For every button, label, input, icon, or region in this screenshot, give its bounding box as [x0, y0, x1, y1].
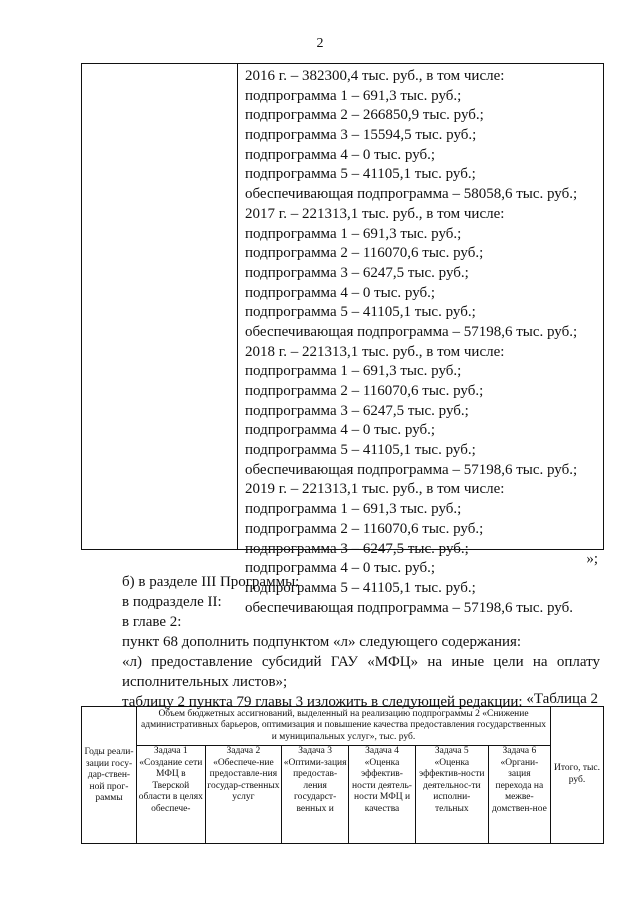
task-5-header: Задача 5 «Оценка эффектив-ности деятельнос-ти исполни-тельных: [415, 746, 488, 844]
paragraph-table-2: таблицу 2 пункта 79 главы 3 изложить в следующей редакции:: [122, 694, 523, 710]
total-header: Итого, тыс. руб.: [551, 707, 604, 844]
table-caption: «Таблица 2: [526, 691, 598, 707]
task-1-header: Задача 1 «Создание сети МФЦ в Тверской области в целях обеспече-: [137, 746, 206, 844]
funding-line: подпрограмма 5 – 41105,1 тыс. руб.;: [245, 579, 476, 596]
funding-line: 2019 г. – 221313,1 тыс. руб., в том числе:: [245, 481, 505, 498]
budget-header: Объем бюджетных ассигнований, выделенный на реализацию подпрограммы 2 «Снижение административных барьеров, оптимизация и повышение качества предоставления государственных и муниципальных услуг», тыс. руб.: [137, 707, 551, 746]
funding-line: подпрограмма 4 – 0 тыс. руб.;: [245, 560, 436, 577]
funding-line: подпрограмма 1 – 691,3 тыс. руб.;: [245, 87, 462, 104]
task-3-header: Задача 3 «Оптими-зация предостав-ления государст-венных и: [282, 746, 349, 844]
funding-line: подпрограмма 4 – 0 тыс. руб.;: [245, 284, 436, 301]
task-6-header: Задача 6 «Органи-зация перехода на межве-домствен-ное: [488, 746, 550, 844]
funding-line: обеспечивающая подпрограмма – 58058,6 тыс. руб.;: [245, 186, 578, 203]
paragraph-section-iii: б) в разделе III Программы:: [122, 574, 300, 590]
column-divider: [237, 64, 238, 549]
funding-line: подпрограмма 5 – 41105,1 тыс. руб.;: [245, 304, 476, 321]
years-header: Годы реали-зации госу-дар-ствен-ной прог-раммы: [82, 707, 137, 844]
funding-line: подпрограмма 3 – 6247,5 тыс. руб.;: [245, 540, 469, 557]
funding-line: 2018 г. – 221313,1 тыс. руб., в том числе:: [245, 343, 505, 360]
funding-line: 2017 г. – 221313,1 тыс. руб., в том числе:: [245, 205, 505, 222]
funding-line: обеспечивающая подпрограмма – 57198,6 тыс. руб.;: [245, 323, 578, 340]
funding-line: подпрограмма 1 – 691,3 тыс. руб.;: [245, 363, 462, 380]
paragraph-subpoint-l: «л) предоставление субсидий ГАУ «МФЦ» на иные цели на оплату исполнительных листов»;: [122, 654, 600, 690]
funding-line: подпрограмма 2 – 116070,6 тыс. руб.;: [245, 245, 484, 262]
funding-amounts-cell: [245, 67, 599, 618]
funding-line: подпрограмма 2 – 116070,6 тыс. руб.;: [245, 383, 484, 399]
funding-line: подпрограмма 3 – 6247,5 тыс. руб.;: [245, 264, 469, 281]
task-4-header: Задача 4 «Оценка эффектив-ности деятель-ности МФЦ и качества: [349, 746, 416, 844]
funding-line: подпрограмма 1 – 691,3 тыс. руб.;: [245, 501, 462, 518]
closing-quote: »;: [586, 551, 598, 567]
funding-line: подпрограмма 5 – 41105,1 тыс. руб.;: [245, 442, 476, 459]
funding-line: подпрограмма 5 – 41105,1 тыс. руб.;: [245, 166, 476, 183]
paragraph-subsection-ii: в подразделе II:: [122, 594, 222, 610]
funding-line: подпрограмма 3 – 15594,5 тыс. руб.;: [245, 127, 477, 144]
funding-line: обеспечивающая подпрограмма – 57198,6 тыс. руб.: [245, 599, 573, 616]
budget-table: [81, 706, 604, 844]
funding-line: подпрограмма 2 – 266850,9 тыс. руб.;: [245, 107, 484, 124]
amendment-text: [82, 572, 600, 712]
paragraph-point-68: пункт 68 дополнить подпунктом «л» следующего содержания:: [122, 634, 522, 650]
task-2-header: Задача 2 «Обеспече-ние предоставле-ния государ-ственных услуг: [205, 746, 281, 844]
funding-line: подпрограмма 2 – 116070,6 тыс. руб.;: [245, 520, 484, 537]
funding-line: подпрограмма 4 – 0 тыс. руб.;: [245, 422, 436, 439]
page-number: 2: [316, 36, 324, 51]
funding-line: подпрограмма 4 – 0 тыс. руб.;: [245, 146, 436, 163]
funding-line: 2016 г. – 382300,4 тыс. руб., в том числе:: [245, 68, 505, 84]
paragraph-chapter-2: в главе 2:: [122, 614, 182, 630]
funding-line: подпрограмма 3 – 6247,5 тыс. руб.;: [245, 402, 469, 419]
funding-line: подпрограмма 1 – 691,3 тыс. руб.;: [245, 225, 462, 242]
funding-line: обеспечивающая подпрограмма – 57198,6 тыс. руб.;: [245, 461, 578, 478]
